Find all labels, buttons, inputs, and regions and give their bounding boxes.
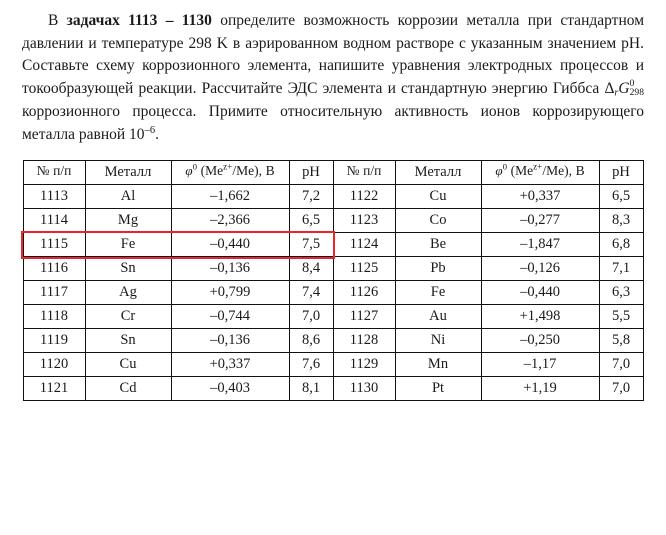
table-row: [23, 305, 643, 329]
cell-metal: Al: [85, 185, 171, 209]
cell-no: 1118: [23, 305, 85, 329]
table-row: [23, 353, 643, 377]
cell-phi: –0,136: [171, 257, 289, 281]
delta-symbol: Δ: [604, 79, 615, 97]
problem-data-table: [23, 160, 644, 401]
cell-no: 1130: [333, 377, 395, 401]
cell-no: 1126: [333, 281, 395, 305]
cell-phi: –0,277: [481, 209, 599, 233]
cell-ph: 5,5: [599, 305, 643, 329]
cell-phi: –1,847: [481, 233, 599, 257]
header-ph-right: pH: [599, 161, 643, 185]
cell-ph: 6,8: [599, 233, 643, 257]
cell-phi: –0,440: [171, 233, 289, 257]
header-phi-formula-left: (Me: [200, 163, 224, 179]
header-potential-right: [481, 161, 599, 185]
table-header: [23, 161, 643, 185]
table-row: [23, 281, 643, 305]
cell-phi: +0,337: [171, 353, 289, 377]
cell-phi: –2,366: [171, 209, 289, 233]
cell-metal: Sn: [85, 257, 171, 281]
cell-ph: 7,6: [289, 353, 333, 377]
table-row: [23, 209, 643, 233]
cell-metal: Fe: [395, 281, 481, 305]
cell-metal: Mn: [395, 353, 481, 377]
cell-metal: Cu: [395, 185, 481, 209]
header-number-line2: п/п: [53, 163, 72, 179]
header-potential-left: [171, 161, 289, 185]
cell-no: 1115: [23, 233, 85, 257]
cell-no: 1119: [23, 329, 85, 353]
cell-ph: 8,1: [289, 377, 333, 401]
paragraph-text-3: .: [155, 125, 159, 143]
table-row: [23, 377, 643, 401]
header-phi-symbol-left: φ: [185, 163, 193, 179]
cell-no: 1123: [333, 209, 395, 233]
table-header-row: [23, 161, 643, 185]
cell-phi: –1,662: [171, 185, 289, 209]
cell-ph: 8,6: [289, 329, 333, 353]
cell-ph: 7,0: [599, 353, 643, 377]
problem-data-table-wrap: [22, 160, 644, 401]
gibbs-subscript: 298: [629, 86, 644, 98]
cell-metal: Fe: [85, 233, 171, 257]
cell-no: 1129: [333, 353, 395, 377]
paragraph-lead: В: [48, 12, 67, 29]
paragraph-text-2: коррозионного процесса. Примите относительную активность ионов коррозирующего металла равной 10: [22, 103, 644, 143]
cell-metal: Be: [395, 233, 481, 257]
cell-ph: 7,0: [599, 377, 643, 401]
header-phi-sup-right: 0: [502, 162, 507, 173]
table-row: [23, 257, 643, 281]
cell-ph: 7,2: [289, 185, 333, 209]
cell-ph: 5,8: [599, 329, 643, 353]
cell-no: 1120: [23, 353, 85, 377]
cell-metal: Pb: [395, 257, 481, 281]
cell-metal: Cd: [85, 377, 171, 401]
cell-no: 1127: [333, 305, 395, 329]
cell-phi: –0,403: [171, 377, 289, 401]
header-phi-sup-left: 0: [192, 162, 197, 173]
table-body: [23, 185, 643, 401]
header-phi-charge-right: z+: [533, 161, 543, 172]
header-phi-charge-left: z+: [223, 161, 233, 172]
gibbs-indices: [630, 79, 644, 97]
cell-metal: Mg: [85, 209, 171, 233]
gibbs-energy-formula: [604, 77, 644, 99]
header-phi-unit-right: В: [575, 163, 585, 179]
header-phi-formula-tail-right: /Me),: [542, 163, 572, 179]
cell-phi: +0,337: [481, 185, 599, 209]
cell-metal: Au: [395, 305, 481, 329]
cell-ph: 6,5: [289, 209, 333, 233]
cell-no: 1122: [333, 185, 395, 209]
table-row: [23, 185, 643, 209]
cell-metal: Cu: [85, 353, 171, 377]
table-row: [23, 329, 643, 353]
cell-phi: –0,136: [171, 329, 289, 353]
header-phi-formula-tail-left: /Me),: [232, 163, 262, 179]
cell-metal: Ag: [85, 281, 171, 305]
header-number-line2-right: п/п: [363, 163, 382, 179]
activity-exponent: –6: [144, 124, 156, 136]
cell-ph: 7,0: [289, 305, 333, 329]
cell-ph: 6,3: [599, 281, 643, 305]
cell-phi: –0,126: [481, 257, 599, 281]
header-phi-symbol-right: φ: [495, 163, 503, 179]
table-row-highlighted: [23, 233, 643, 257]
cell-ph: 6,5: [599, 185, 643, 209]
paragraph-text-1: определите возможность коррозии металла при стандартном давлении и температуре 298 K в аэрированном водном растворе с указанным значением pH. Составьте схему коррозионного элемента, напишите уравнения электродных процессов и токообразующей реакции. Рассчитайте ЭДС элемента и стандартную энергию Гиббса: [22, 12, 645, 97]
cell-phi: –0,250: [481, 329, 599, 353]
header-number-line1-right: №: [346, 163, 360, 179]
cell-no: 1121: [23, 377, 85, 401]
header-metal-right: Металл: [395, 161, 481, 185]
header-ph-left: pH: [289, 161, 333, 185]
header-metal-left: Металл: [85, 161, 171, 185]
cell-phi: +1,19: [481, 377, 599, 401]
cell-ph: 7,4: [289, 281, 333, 305]
cell-metal: Cr: [85, 305, 171, 329]
cell-no: 1114: [23, 209, 85, 233]
cell-phi: +1,498: [481, 305, 599, 329]
header-number-left: [23, 161, 85, 185]
header-number-right: [333, 161, 395, 185]
cell-metal: Sn: [85, 329, 171, 353]
cell-no: 1125: [333, 257, 395, 281]
cell-no: 1117: [23, 281, 85, 305]
gibbs-symbol: G: [618, 79, 630, 97]
cell-ph: 7,5: [289, 233, 333, 257]
problem-statement-paragraph: [22, 10, 644, 146]
cell-no: 1128: [333, 329, 395, 353]
problem-range-bold: задачах 1113 – 1130: [66, 12, 212, 29]
header-phi-formula-right: (Me: [510, 163, 534, 179]
gibbs-subscript-r: r: [614, 87, 619, 99]
cell-ph: 8,4: [289, 257, 333, 281]
cell-phi: –0,440: [481, 281, 599, 305]
cell-no: 1124: [333, 233, 395, 257]
header-phi-unit-left: В: [265, 163, 275, 179]
cell-ph: 8,3: [599, 209, 643, 233]
cell-phi: +0,799: [171, 281, 289, 305]
gibbs-superscript: 0: [629, 77, 635, 89]
cell-no: 1116: [23, 257, 85, 281]
cell-phi: –0,744: [171, 305, 289, 329]
cell-metal: Co: [395, 209, 481, 233]
cell-phi: –1,17: [481, 353, 599, 377]
cell-no: 1113: [23, 185, 85, 209]
header-number-line1: №: [36, 163, 50, 179]
cell-metal: Ni: [395, 329, 481, 353]
cell-ph: 7,1: [599, 257, 643, 281]
cell-metal: Pt: [395, 377, 481, 401]
